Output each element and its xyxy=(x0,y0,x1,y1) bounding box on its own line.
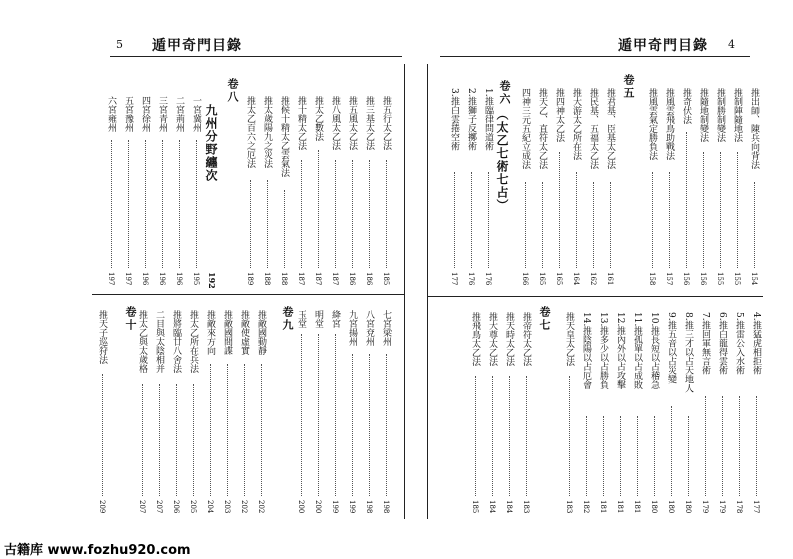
toc-entry-page: 156 xyxy=(682,272,690,286)
toc-entry-title: 推天乙、直符太乙法 xyxy=(537,88,547,169)
left-mid-rule xyxy=(92,294,404,295)
left-header-rule xyxy=(110,56,402,57)
toc-leader xyxy=(210,364,211,496)
toc-entry-title: 推奇伏法 xyxy=(681,88,691,124)
toc-leader xyxy=(267,180,268,268)
volume-10-label: 卷十 xyxy=(124,306,137,332)
toc-entry-title: 2.推獅子反擲術 xyxy=(466,88,476,151)
toc-entry-title: 推將臨廿八舍法 xyxy=(171,310,181,373)
toc-entry-page: 179 xyxy=(718,500,726,514)
toc-leader xyxy=(196,140,197,268)
toc-entry-page: 186 xyxy=(365,272,373,286)
volume-7-label: 卷七 xyxy=(538,306,551,332)
toc-entry-title: 推天時太乙法 xyxy=(504,312,514,366)
toc-entry-title: 二目與太陰相并 xyxy=(154,310,164,373)
toc-entry-title: 明堂 xyxy=(313,310,323,328)
toc-entry-page: 197 xyxy=(107,272,115,286)
toc-leader xyxy=(176,384,177,496)
toc-entry-page: 184 xyxy=(505,500,513,514)
toc-entry-title: 二宮荊州 xyxy=(174,96,184,132)
toc-entry-page: 176 xyxy=(467,272,475,286)
toc-leader xyxy=(671,406,672,496)
toc-leader xyxy=(301,334,302,496)
toc-leader xyxy=(610,182,611,268)
toc-entry-page: 200 xyxy=(297,500,305,514)
toc-leader xyxy=(686,132,687,268)
toc-leader xyxy=(335,334,336,496)
left-page-spine xyxy=(404,64,405,519)
toc-entry-title: 推出師、陳兵向背法 xyxy=(749,88,759,169)
toc-entry-title: 四宮徐州 xyxy=(140,96,150,132)
right-page-spine xyxy=(427,64,428,519)
section-nine-provinces: 九州分野纏次 xyxy=(204,104,218,182)
toc-entry-page: 166 xyxy=(521,272,529,286)
toc-leader xyxy=(703,152,704,268)
toc-leader xyxy=(284,190,285,268)
section-taiyi-seven: （太乙七術七占） xyxy=(495,108,509,212)
toc-leader xyxy=(471,172,472,268)
toc-entry-page: 157 xyxy=(665,272,673,286)
toc-leader xyxy=(669,172,670,268)
right-mid-rule xyxy=(427,296,763,297)
toc-leader xyxy=(318,150,319,268)
section-page: 192 xyxy=(207,272,217,289)
toc-leader xyxy=(754,182,755,268)
toc-entry-title: 推敵來方向 xyxy=(205,310,215,355)
toc-entry-page: 176 xyxy=(484,272,492,286)
toc-entry-page: 188 xyxy=(263,272,271,286)
toc-entry-title: 九宮揚州 xyxy=(347,310,357,346)
toc-leader xyxy=(369,160,370,268)
toc-leader xyxy=(576,172,577,268)
watermark-bar xyxy=(0,537,793,559)
toc-entry-page: 177 xyxy=(450,272,458,286)
toc-entry-page: 200 xyxy=(314,500,322,514)
toc-entry-page: 202 xyxy=(257,500,265,514)
toc-entry-title: 3.推白雲捲空術 xyxy=(449,88,459,151)
toc-entry-page: 183 xyxy=(565,500,573,514)
toc-leader xyxy=(128,140,129,268)
toc-entry-title: 11.推孤單以占成敗 xyxy=(632,312,642,390)
toc-entry-page: 177 xyxy=(752,500,760,514)
toc-entry-page: 179 xyxy=(701,500,709,514)
toc-entry-title: 推五行太乙法 xyxy=(381,96,391,150)
toc-entry-page: 203 xyxy=(223,500,231,514)
right-header-rule xyxy=(440,56,750,57)
toc-entry-title: 9.推五音以占災變 xyxy=(666,312,676,384)
toc-entry-page: 198 xyxy=(365,500,373,514)
toc-entry-page: 181 xyxy=(599,500,607,514)
toc-entry-title: 推大游太乙所在法 xyxy=(571,88,581,160)
toc-leader xyxy=(720,152,721,268)
toc-entry-page: 155 xyxy=(716,272,724,286)
toc-entry-title: 推太乙所在兵法 xyxy=(188,310,198,373)
toc-entry-page: 158 xyxy=(648,272,656,286)
toc-entry-title: 推天子巡狩法 xyxy=(97,310,107,364)
toc-entry-page: 197 xyxy=(124,272,132,286)
right-page-title: 遁甲奇門目錄 xyxy=(618,38,708,54)
toc-entry-page: 186 xyxy=(348,272,356,286)
toc-entry-page: 187 xyxy=(331,272,339,286)
toc-entry-page: 187 xyxy=(297,272,305,286)
toc-leader xyxy=(250,180,251,268)
toc-leader xyxy=(162,140,163,268)
toc-leader xyxy=(102,374,103,496)
toc-entry-title: 8.推三才以占天地人 xyxy=(683,312,693,393)
toc-leader xyxy=(526,376,527,496)
toc-entry-title: 推隨地制變法 xyxy=(698,88,708,142)
toc-leader xyxy=(586,416,587,496)
toc-entry-title: 推帝符太乙法 xyxy=(521,312,531,366)
toc-entry-title: 推候十精太乙雲氣法 xyxy=(279,96,289,177)
toc-entry-page: 180 xyxy=(667,500,675,514)
toc-entry-title: 推大尊太乙法 xyxy=(487,312,497,366)
toc-entry-title: 推制陣隨地法 xyxy=(732,88,742,142)
toc-leader xyxy=(244,364,245,496)
toc-entry-title: 推太歲陽九之災法 xyxy=(262,96,272,168)
toc-entry-page: 189 xyxy=(246,272,254,286)
toc-leader xyxy=(509,376,510,496)
toc-entry-page: 188 xyxy=(280,272,288,286)
toc-entry-page: 207 xyxy=(155,500,163,514)
toc-entry-title: 推民基、五福太乙法 xyxy=(588,88,598,169)
toc-entry-title: 推太乙百六之厄法 xyxy=(245,96,255,168)
toc-entry-page: 156 xyxy=(699,272,707,286)
toc-leader xyxy=(193,384,194,496)
toc-entry-page: 154 xyxy=(750,272,758,286)
toc-leader xyxy=(652,172,653,268)
toc-entry-title: 推制勝制變法 xyxy=(715,88,725,142)
toc-entry-page: 185 xyxy=(382,272,390,286)
toc-leader xyxy=(756,396,757,496)
toc-entry-title: 推太乙與太歲格 xyxy=(137,310,147,373)
toc-entry-title: 推三基太乙法 xyxy=(364,96,374,150)
toc-entry-page: 206 xyxy=(172,500,180,514)
toc-leader xyxy=(542,182,543,268)
toc-leader xyxy=(386,160,387,268)
toc-entry-page: 187 xyxy=(314,272,322,286)
toc-entry-page: 181 xyxy=(633,500,641,514)
toc-leader xyxy=(688,416,689,496)
toc-leader xyxy=(654,416,655,496)
toc-leader xyxy=(454,172,455,268)
toc-entry-title: 八宮兗州 xyxy=(364,310,374,346)
watermark-text: 古籍库 www.fozhu920.com xyxy=(4,543,191,558)
toc-entry-page: 165 xyxy=(555,272,563,286)
toc-leader xyxy=(637,416,638,496)
toc-entry-title: 推四神太乙法 xyxy=(554,88,564,142)
toc-leader xyxy=(488,172,489,268)
toc-entry-title: 推天皇太乙法 xyxy=(564,312,574,366)
toc-entry-title: 絳宮 xyxy=(330,310,340,328)
toc-entry-title: 一宮冀州 xyxy=(191,96,201,132)
toc-entry-page: 165 xyxy=(538,272,546,286)
toc-entry-title: 13.推多少以占勝負 xyxy=(598,312,608,390)
toc-leader xyxy=(142,384,143,496)
toc-entry-page: 202 xyxy=(240,500,248,514)
toc-entry-page: 199 xyxy=(331,500,339,514)
toc-entry-page: 209 xyxy=(98,500,106,514)
toc-entry-title: 六宮雍州 xyxy=(106,96,116,132)
toc-leader xyxy=(352,354,353,496)
toc-entry-page: 178 xyxy=(735,500,743,514)
toc-entry-page: 180 xyxy=(684,500,692,514)
toc-entry-page: 182 xyxy=(582,500,590,514)
volume-9-label: 卷九 xyxy=(281,306,294,332)
left-page-title: 遁甲奇門目錄 xyxy=(152,38,242,54)
toc-leader xyxy=(603,416,604,496)
toc-entry-page: 155 xyxy=(733,272,741,286)
toc-entry-page: 196 xyxy=(158,272,166,286)
volume-5-label: 卷五 xyxy=(622,74,635,100)
toc-entry-title: 推八風太乙法 xyxy=(330,96,340,150)
toc-entry-title: 七宮梁州 xyxy=(381,310,391,346)
toc-entry-title: 玉堂 xyxy=(296,310,306,328)
toc-entry-page: 196 xyxy=(175,272,183,286)
volume-6-label: 卷六 xyxy=(498,80,511,106)
toc-entry-page: 195 xyxy=(192,272,200,286)
volume-8-label: 卷八 xyxy=(226,78,239,104)
toc-entry-title: 推風雲氣定勝負法 xyxy=(647,88,657,160)
toc-entry-title: 14.推陰陽以占厄會 xyxy=(581,312,591,390)
toc-entry-page: 181 xyxy=(616,500,624,514)
toc-entry-page: 184 xyxy=(488,500,496,514)
toc-entry-title: 推太乙數法 xyxy=(313,96,323,141)
toc-leader xyxy=(722,396,723,496)
toc-entry-page: 161 xyxy=(606,272,614,286)
toc-entry-page: 183 xyxy=(522,500,530,514)
toc-entry-title: 推敵國動靜 xyxy=(256,310,266,355)
toc-entry-title: 五宮豫州 xyxy=(123,96,133,132)
toc-leader xyxy=(111,140,112,268)
toc-entry-title: 5.推雷公入水術 xyxy=(734,312,744,375)
toc-entry-page: 196 xyxy=(141,272,149,286)
toc-leader xyxy=(386,354,387,496)
toc-entry-title: 10.推長短以占稽急 xyxy=(649,312,659,390)
toc-leader xyxy=(301,160,302,268)
toc-leader xyxy=(335,160,336,268)
toc-entry-title: 四神三元五紀立成法 xyxy=(520,88,530,169)
toc-entry-title: 4.推猛虎相拒術 xyxy=(751,312,761,375)
toc-leader xyxy=(318,334,319,496)
toc-leader xyxy=(352,160,353,268)
toc-leader xyxy=(369,354,370,496)
toc-entry-page: 205 xyxy=(189,500,197,514)
toc-leader xyxy=(739,396,740,496)
toc-entry-page: 207 xyxy=(138,500,146,514)
toc-entry-page: 185 xyxy=(471,500,479,514)
toc-entry-page: 162 xyxy=(589,272,597,286)
toc-entry-page: 199 xyxy=(348,500,356,514)
toc-entry-title: 三宮青州 xyxy=(157,96,167,132)
toc-leader xyxy=(525,182,526,268)
toc-leader xyxy=(227,364,228,496)
toc-leader xyxy=(475,376,476,496)
toc-entry-page: 198 xyxy=(382,500,390,514)
left-page-number: 5 xyxy=(116,38,123,51)
toc-entry-title: 12.推內外以占攻擊 xyxy=(615,312,625,390)
toc-entry-title: 1.推臨律問道術 xyxy=(483,88,493,151)
right-page-number: 4 xyxy=(728,38,735,51)
toc-leader xyxy=(159,384,160,496)
toc-entry-title: 推飛鳥太乙法 xyxy=(470,312,480,366)
toc-entry-title: 推五風太乙法 xyxy=(347,96,357,150)
toc-entry-title: 推敵使虛實 xyxy=(239,310,249,355)
toc-leader xyxy=(620,416,621,496)
toc-entry-page: 204 xyxy=(206,500,214,514)
toc-leader xyxy=(593,182,594,268)
toc-entry-title: 推敵國間諜 xyxy=(222,310,232,355)
toc-entry-title: 推十精太乙法 xyxy=(296,96,306,150)
toc-leader xyxy=(492,376,493,496)
toc-leader xyxy=(145,140,146,268)
toc-entry-title: 6.推白龍得雲術 xyxy=(717,312,727,375)
toc-leader xyxy=(705,396,706,496)
toc-leader xyxy=(559,152,560,268)
toc-entry-title: 推君基、臣基太乙法 xyxy=(605,88,615,169)
toc-entry-title: 推風雲飛鳥助戰法 xyxy=(664,88,674,160)
toc-entry-page: 180 xyxy=(650,500,658,514)
toc-leader xyxy=(179,140,180,268)
toc-leader xyxy=(261,364,262,496)
toc-entry-title: 7.推回軍無言術 xyxy=(700,312,710,375)
toc-entry-page: 164 xyxy=(572,272,580,286)
toc-leader xyxy=(737,152,738,268)
toc-leader xyxy=(569,376,570,496)
